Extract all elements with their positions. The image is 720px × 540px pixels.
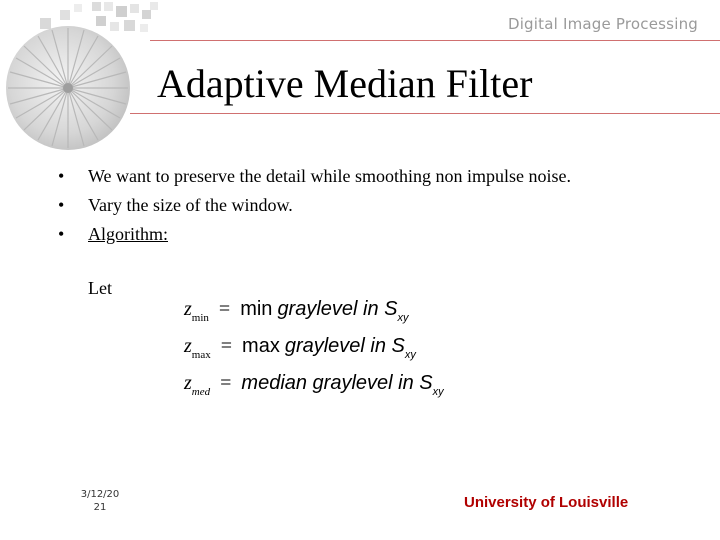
eq-text: graylevel in S <box>284 335 405 357</box>
eq-operator: = <box>220 335 233 357</box>
eq-subscript: max <box>191 349 211 361</box>
bullet-item <box>58 191 571 220</box>
let-label: Let <box>88 278 112 298</box>
header-rule <box>150 40 720 41</box>
header-label: Digital Image Processing <box>507 15 698 33</box>
bullet-text: Algorithm: <box>88 224 168 244</box>
equation-zmax <box>184 335 416 361</box>
eq-operator: = <box>220 372 232 394</box>
eq-variable: z <box>184 298 192 320</box>
equation-zmin <box>184 298 409 324</box>
bullet-marker: • <box>58 195 65 215</box>
title-rule <box>130 113 720 114</box>
bullet-item <box>58 162 571 191</box>
eq-variable: z <box>184 335 192 357</box>
footer-date-page <box>80 488 120 514</box>
decorative-logo <box>0 0 170 150</box>
slide-title: Adaptive Median Filter <box>157 61 533 106</box>
equation-zmed <box>184 372 444 398</box>
eq-operator: = <box>218 298 231 320</box>
footer-date: 3/12/20 <box>80 489 120 500</box>
bullet-list <box>58 162 571 249</box>
bullet-marker: • <box>58 224 65 244</box>
bullet-item <box>58 220 571 249</box>
eq-text-subscript: xy <box>432 386 444 398</box>
eq-subscript: med <box>191 386 211 398</box>
eq-subscript: min <box>191 312 209 324</box>
footer-university: University of Louisville <box>464 494 629 511</box>
eq-text: median graylevel in S <box>241 372 433 394</box>
eq-text: graylevel in S <box>277 298 398 320</box>
eq-text-subscript: xy <box>397 312 409 324</box>
eq-text-subscript: xy <box>404 349 416 361</box>
bullet-text: We want to preserve the detail while smoothing non impulse noise. <box>88 166 571 186</box>
eq-function: max <box>242 335 280 357</box>
page-number: 21 <box>93 502 107 513</box>
sunburst-sphere <box>6 26 130 150</box>
eq-variable: z <box>184 372 192 394</box>
bullet-text: Vary the size of the window. <box>88 195 293 215</box>
eq-function: min <box>240 298 273 320</box>
bullet-marker: • <box>58 166 65 186</box>
